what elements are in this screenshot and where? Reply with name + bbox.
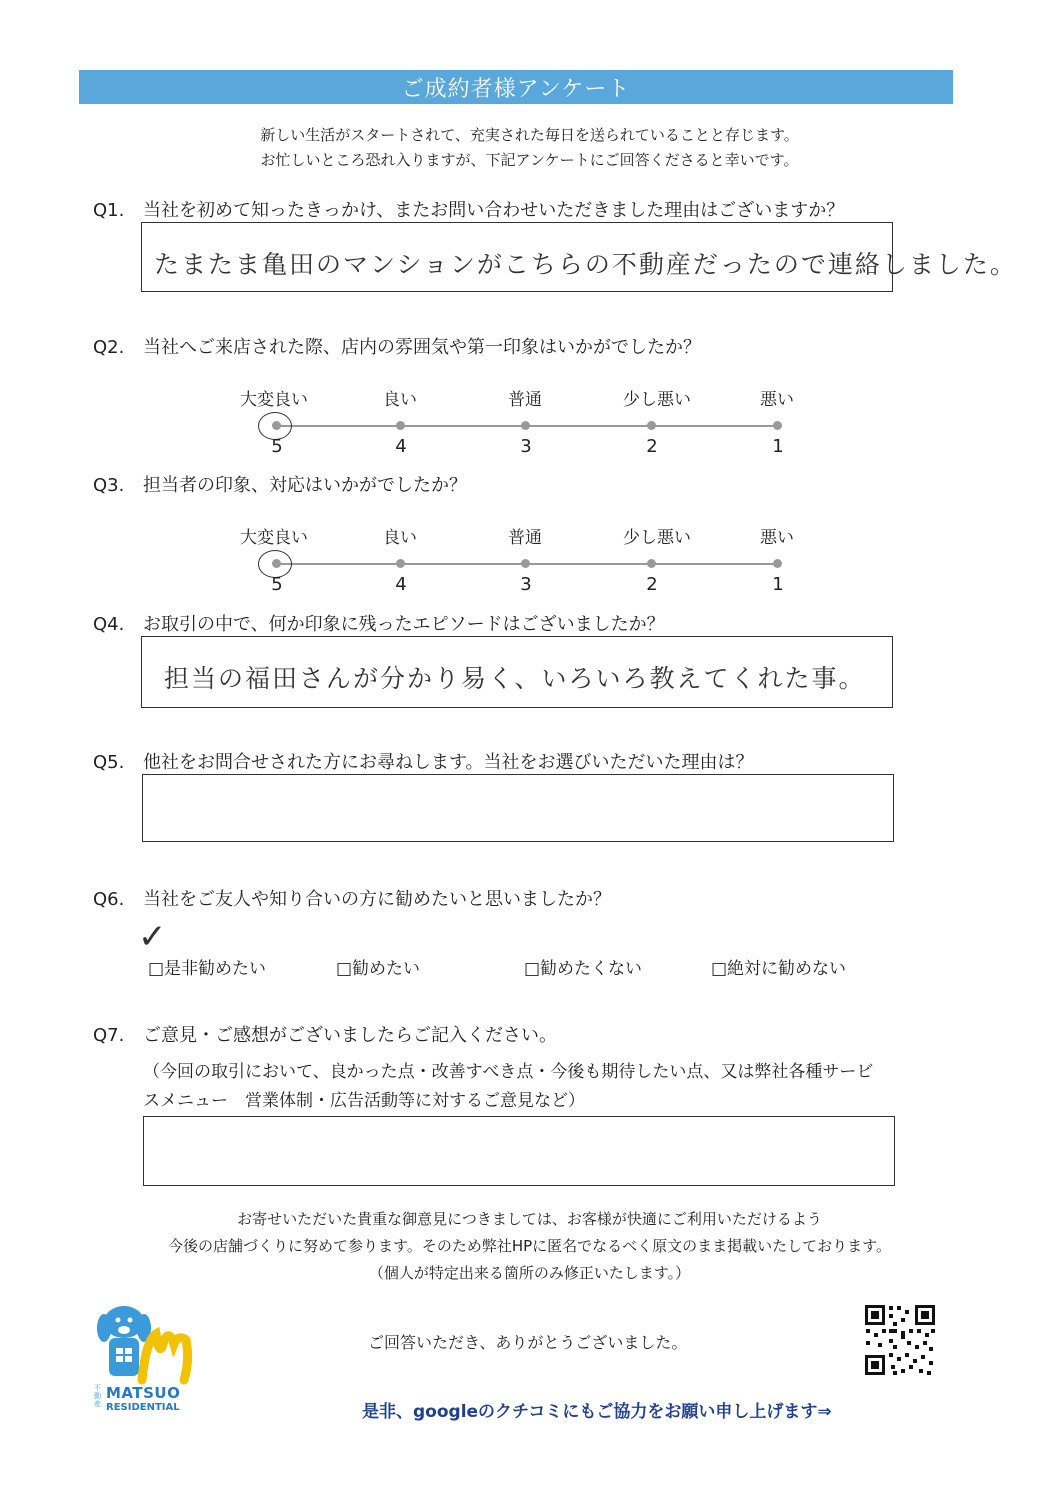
- q4-number: Q4.: [93, 614, 125, 635]
- q2-num-1: 1: [772, 436, 784, 457]
- q2-num-3: 3: [520, 436, 532, 457]
- q3-num-1: 1: [772, 574, 784, 595]
- q2-label-2: 少し悪い: [623, 390, 691, 410]
- q4-question: [93, 610, 665, 636]
- q4-text: お取引の中で、何か印象に残ったエピソードはございましたか？: [143, 614, 665, 635]
- qr-code-icon[interactable]: [863, 1303, 937, 1377]
- q7-text: ご意見・ご感想がございましたらご記入ください。: [143, 1025, 557, 1046]
- q3-question: [93, 471, 467, 497]
- q3-num-5: 5: [271, 574, 283, 595]
- q7-note-line-1: （今回の取引において、良かった点・改善すべき点・今後も期待したい点、又は弊社各種サービ: [143, 1062, 874, 1082]
- q3-text: 担当者の印象、対応はいかがでしたか？: [143, 475, 467, 496]
- q3-rating-scale: [0, 518, 1059, 598]
- q7-question: [93, 1021, 557, 1047]
- google-review-cta[interactable]: 是非、googleのクチコミにもご協力をお願い申し上げます⇒: [362, 1402, 832, 1422]
- q6-option-definitely[interactable]: □是非勧めたい: [148, 959, 267, 979]
- q2-num-5: 5: [271, 436, 283, 457]
- q3-point-2[interactable]: [647, 559, 656, 568]
- logo-brand: MATSUO: [106, 1384, 181, 1402]
- q6-check-mark: ✓: [138, 917, 167, 957]
- q7-answer-box[interactable]: [143, 1116, 895, 1186]
- q2-num-4: 4: [395, 436, 407, 457]
- q3-label-2: 少し悪い: [623, 528, 691, 548]
- q6-text: 当社をご友人や知り合いの方に勧めたいと思いましたか？: [143, 889, 611, 910]
- q2-number: Q2.: [93, 337, 125, 358]
- q2-rating-scale: [0, 380, 1059, 460]
- q3-point-3[interactable]: [521, 559, 530, 568]
- q3-label-4: 良い: [383, 528, 417, 548]
- q7-number: Q7.: [93, 1025, 125, 1046]
- q4-answer-box[interactable]: [141, 636, 893, 708]
- q3-number: Q3.: [93, 475, 125, 496]
- q6-option-yes[interactable]: □勧めたい: [336, 959, 421, 979]
- q3-num-2: 2: [646, 574, 658, 595]
- q2-point-3[interactable]: [521, 421, 530, 430]
- logo-sub: RESIDENTIAL: [106, 1402, 180, 1413]
- q6-number: Q6.: [93, 889, 125, 910]
- q6-option-no[interactable]: □勧めたくない: [524, 959, 643, 979]
- matsuo-logo: [94, 1300, 204, 1415]
- q2-text: 当社へご来店された際、店内の雰囲気や第一印象はいかがでしたか？: [143, 337, 701, 358]
- footer-line-2: 今後の店舗づくりに努めて参ります。そのため弊社HPに匿名でなるべく原文のまま掲載いたしております。: [168, 1237, 891, 1255]
- q2-label-3: 普通: [508, 390, 542, 410]
- q3-label-1: 悪い: [760, 528, 794, 548]
- logo-side-text: 不動産: [94, 1384, 101, 1408]
- q2-label-1: 悪い: [760, 390, 794, 410]
- q1-question: [93, 196, 844, 222]
- q3-point-1[interactable]: [773, 559, 782, 568]
- survey-title-banner: ご成約者様アンケート: [79, 70, 953, 104]
- q1-handwritten-answer: たまたま亀田のマンションがこちらの不動産だったので連絡しました。: [154, 250, 1017, 279]
- q4-handwritten-answer: 担当の福田さんが分かり易く、いろいろ教えてくれた事。: [164, 664, 866, 693]
- q3-point-4[interactable]: [396, 559, 405, 568]
- q5-question: [93, 748, 754, 774]
- q5-text: 他社をお問合せされた方にお尋ねします。当社をお選びいただいた理由は？: [143, 752, 754, 773]
- q3-num-4: 4: [395, 574, 407, 595]
- q1-answer-box[interactable]: [141, 222, 1017, 292]
- dog-mascot-icon: [94, 1300, 204, 1390]
- q6-option-never[interactable]: □絶対に勧めない: [711, 959, 847, 979]
- thanks-message: ご回答いただき、ありがとうございました。: [368, 1333, 688, 1352]
- footer-line-1: お寄せいただいた貴重な御意見につきましては、お客様が快適にご利用いただけるよう: [237, 1210, 822, 1228]
- q2-label-4: 良い: [383, 390, 417, 410]
- q5-answer-box[interactable]: [142, 774, 894, 842]
- q2-point-1[interactable]: [773, 421, 782, 430]
- q6-question: [93, 885, 611, 911]
- q3-label-3: 普通: [508, 528, 542, 548]
- q2-label-5: 大変良い: [240, 390, 308, 410]
- intro-line-2: お忙しいところ恐れ入りますが、下記アンケートにご回答くださると幸いです。: [260, 151, 799, 169]
- q2-num-2: 2: [646, 436, 658, 457]
- q5-number: Q5.: [93, 752, 125, 773]
- footer-line-3: （個人が特定出来る箇所のみ修正いたします。）: [368, 1264, 691, 1282]
- q1-text: 当社を初めて知ったきっかけ、またお問い合わせいただきました理由はございますか？: [143, 200, 845, 221]
- q2-question: [93, 333, 701, 359]
- q1-number: Q1.: [93, 200, 125, 221]
- q3-label-5: 大変良い: [240, 528, 308, 548]
- intro-line-1: 新しい生活がスタートされて、充実された毎日を送られていることと存じます。: [260, 126, 799, 144]
- q7-note-line-2: スメニュー 営業体制・広告活動等に対するご意見など）: [143, 1091, 585, 1111]
- q2-point-2[interactable]: [647, 421, 656, 430]
- q2-point-4[interactable]: [396, 421, 405, 430]
- q3-num-3: 3: [520, 574, 532, 595]
